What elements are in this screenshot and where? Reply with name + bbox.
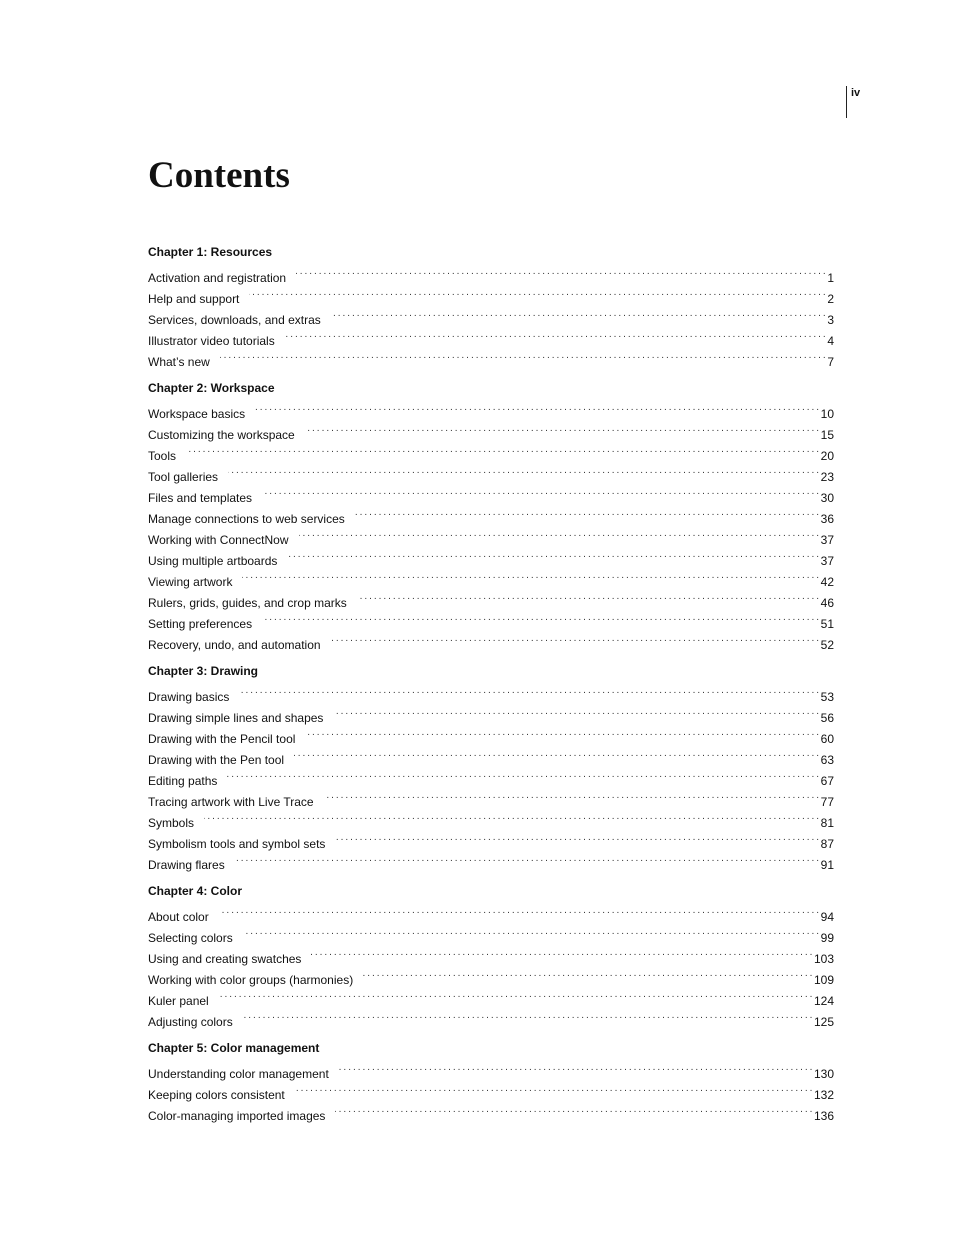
toc-entry-label[interactable]: Adjusting colors [148,1015,233,1029]
toc-entry-label[interactable]: Help and support [148,292,240,306]
dot-leader [294,743,819,764]
toc-entry-page-number[interactable]: 99 [820,931,834,945]
chapter-heading[interactable]: Chapter 3: Drawing [148,664,259,678]
toc-entry-label[interactable]: Tools [148,449,177,463]
toc-entry-page-number[interactable]: 53 [820,690,834,704]
chapter-heading[interactable]: Chapter 2: Workspace [148,381,275,395]
toc-entry[interactable] [148,261,834,285]
toc-entry-label[interactable]: Using multiple artboards [148,554,278,568]
dot-leader [331,628,819,649]
dot-leader [296,261,825,282]
dot-leader [243,921,819,942]
toc-entry-label[interactable]: Tracing artwork with Live Trace [148,795,314,809]
toc-entry[interactable] [148,984,834,1008]
toc-entry[interactable] [148,345,834,369]
toc-entry[interactable] [148,439,834,463]
toc-entry-label[interactable]: Setting preferences [148,617,253,631]
toc-entry-page-number[interactable]: 125 [813,1015,834,1029]
toc-entry[interactable] [148,921,834,945]
dot-leader [339,1057,812,1078]
toc-entry-page-number[interactable]: 56 [820,711,834,725]
toc-entry-label[interactable]: Rulers, grids, guides, and crop marks [148,596,347,610]
toc-entry-page-number[interactable]: 132 [813,1088,834,1102]
dot-leader [219,900,819,921]
toc-entry-page-number[interactable]: 81 [820,816,834,830]
dot-leader [287,544,818,565]
toc-entry[interactable] [148,303,834,327]
toc-entry-page-number[interactable]: 67 [820,774,834,788]
toc-chapter [148,243,834,369]
dot-leader [324,785,819,806]
toc-entry-label[interactable]: Viewing artwork [148,575,233,589]
toc-entry-page-number[interactable]: 36 [820,512,834,526]
toc-entry-page-number[interactable]: 1 [827,271,834,285]
dot-leader [262,481,819,502]
toc-entry[interactable] [148,397,834,421]
toc-entry-page-number[interactable]: 42 [820,575,834,589]
toc-entry-page-number[interactable]: 30 [820,491,834,505]
dot-leader [204,806,819,827]
toc-entry-label[interactable]: Manage connections to web services [148,512,345,526]
table-of-contents [148,243,834,1133]
dot-leader [227,764,818,785]
toc-entry[interactable] [148,282,834,306]
toc-entry[interactable] [148,1057,834,1081]
toc-entry-label[interactable]: Activation and registration [148,271,287,285]
toc-entry-page-number[interactable]: 103 [813,952,834,966]
page-title: Contents [148,155,290,196]
toc-entry-label[interactable]: Understanding color management [148,1067,329,1081]
toc-chapter [148,662,834,872]
toc-entry[interactable] [148,942,834,966]
toc-entry-label[interactable]: Selecting colors [148,931,233,945]
toc-entry-page-number[interactable]: 52 [820,638,834,652]
toc-entry-label[interactable]: Keeping colors consistent [148,1088,285,1102]
dot-leader [299,523,819,544]
dot-leader [262,607,819,628]
toc-chapter [148,1039,834,1123]
toc-entry[interactable] [148,827,834,851]
toc-entry-page-number[interactable]: 60 [820,732,834,746]
toc-entry-page-number[interactable]: 124 [813,994,834,1008]
toc-entry-label[interactable]: Working with color groups (harmonies) [148,973,354,987]
toc-entry-page-number[interactable]: 109 [813,973,834,987]
header-rule [846,86,847,118]
toc-entry[interactable] [148,460,834,484]
page-number: iv [851,87,861,99]
toc-entry-label[interactable]: Symbolism tools and symbol sets [148,837,326,851]
toc-entry-page-number[interactable]: 4 [827,334,834,348]
dot-leader [285,324,826,345]
toc-entry[interactable] [148,586,834,610]
dot-leader [363,963,812,984]
toc-entry-label[interactable]: Recovery, undo, and automation [148,638,321,652]
toc-entry[interactable] [148,1005,834,1029]
toc-entry[interactable] [148,785,834,809]
toc-entry-page-number[interactable]: 7 [827,355,834,369]
toc-entry[interactable] [148,481,834,505]
toc-entry-page-number[interactable]: 46 [820,596,834,610]
chapter-heading[interactable]: Chapter 1: Resources [148,245,273,259]
toc-entry-label[interactable]: Drawing with the Pen tool [148,753,285,767]
toc-entry-label[interactable]: Files and templates [148,491,253,505]
dot-leader [311,942,812,963]
toc-entry-page-number[interactable]: 15 [820,428,834,442]
chapter-heading[interactable]: Chapter 4: Color [148,884,243,898]
toc-entry-label[interactable]: Kuler panel [148,994,209,1008]
toc-entry-page-number[interactable]: 37 [820,533,834,547]
dot-leader [305,418,819,439]
dot-leader [355,502,819,523]
toc-entry[interactable] [148,806,834,830]
toc-entry-page-number[interactable]: 77 [820,795,834,809]
toc-entry-label[interactable]: Drawing with the Pencil tool [148,732,296,746]
toc-entry-label[interactable]: Tool galleries [148,470,219,484]
toc-entry-label[interactable]: Illustrator video tutorials [148,334,275,348]
dot-leader [357,586,819,607]
dot-leader [219,984,812,1005]
dot-leader [255,397,818,418]
toc-chapter [148,379,834,652]
dot-leader [335,1099,812,1120]
toc-entry-label[interactable]: Drawing basics [148,690,230,704]
dot-leader [239,680,818,701]
toc-entry-page-number[interactable]: 91 [820,858,834,872]
toc-entry-page-number[interactable]: 3 [827,313,834,327]
toc-entry-label[interactable]: Symbols [148,816,195,830]
toc-chapter [148,882,834,1029]
toc-entry[interactable] [148,764,834,788]
dot-leader [295,1078,812,1099]
dot-leader [242,565,818,586]
toc-entry-label[interactable]: Editing paths [148,774,218,788]
toc-entry-label[interactable]: Using and creating swatches [148,952,302,966]
toc-entry-page-number[interactable]: 51 [820,617,834,631]
toc-entry-page-number[interactable]: 130 [813,1067,834,1081]
dot-leader [249,282,825,303]
chapter-heading[interactable]: Chapter 5: Color management [148,1041,320,1055]
toc-entry-page-number[interactable]: 10 [820,407,834,421]
toc-entry-page-number[interactable]: 136 [813,1109,834,1123]
dot-leader [228,460,819,481]
toc-entry[interactable] [148,900,834,924]
toc-entry-label[interactable]: What’s new [148,355,210,369]
toc-entry-page-number[interactable]: 20 [820,449,834,463]
toc-entry-label[interactable]: Workspace basics [148,407,246,421]
toc-entry[interactable] [148,848,834,872]
dot-leader [243,1005,812,1026]
toc-entry-label[interactable]: Drawing flares [148,858,225,872]
toc-entry[interactable] [148,701,834,725]
toc-entry-label[interactable]: Services, downloads, and extras [148,313,321,327]
dot-leader [305,722,818,743]
toc-entry-label[interactable]: Color-managing imported images [148,1109,326,1123]
toc-entry[interactable] [148,680,834,704]
toc-entry-page-number[interactable]: 63 [820,753,834,767]
dot-leader [335,827,818,848]
toc-entry-page-number[interactable]: 23 [820,470,834,484]
toc-entry-label[interactable]: Drawing simple lines and shapes [148,711,324,725]
dot-leader [220,345,826,366]
dot-leader [333,701,818,722]
toc-entry[interactable] [148,565,834,589]
toc-entry-page-number[interactable]: 94 [820,910,834,924]
toc-entry-label[interactable]: Working with ConnectNow [148,533,289,547]
dot-leader [331,303,826,324]
dot-leader [235,848,819,869]
toc-entry-label[interactable]: About color [148,910,209,924]
toc-entry-label[interactable]: Customizing the workspace [148,428,295,442]
toc-entry-page-number[interactable]: 37 [820,554,834,568]
toc-entry-page-number[interactable]: 87 [820,837,834,851]
toc-entry-page-number[interactable]: 2 [827,292,834,306]
dot-leader [186,439,819,460]
